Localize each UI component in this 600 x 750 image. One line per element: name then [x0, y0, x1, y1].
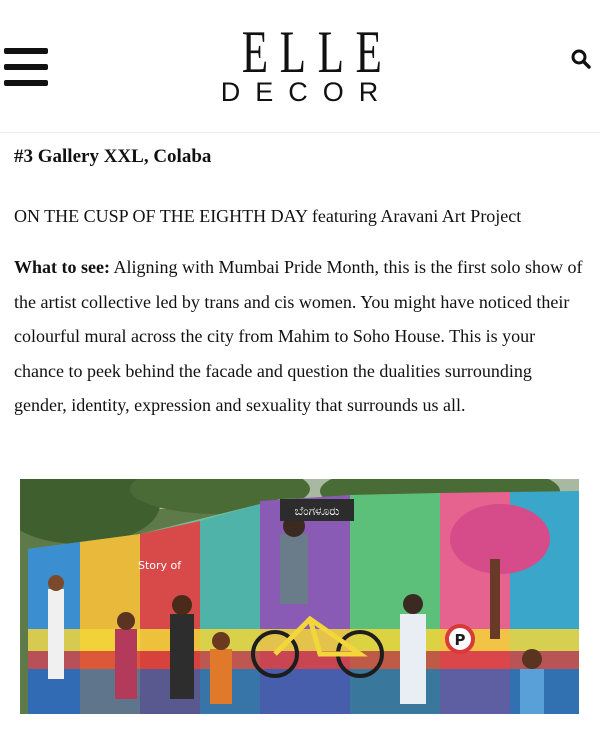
description-text: Aligning with Mumbai Pride Month, this is the first solo show of the artist collective led by trans and cis women. You might have noticed their colourful mural across the city from Mahim to Soho House. This is your chance to peek behind the facade and question the dualities surrounding gender, identity, expression and sexuality that surrounds us all.	[14, 257, 583, 415]
site-header	[0, 0, 600, 133]
mural-parking-sign: P	[454, 631, 466, 649]
venue-heading: #3 Gallery XXL, Colaba	[14, 146, 212, 167]
article-body	[14, 132, 586, 423]
search-icon[interactable]	[570, 48, 592, 70]
logo-decor-text: DECOR	[220, 77, 394, 107]
elle-decor-logo[interactable]	[200, 19, 400, 107]
hamburger-menu-icon[interactable]	[4, 48, 48, 86]
mural-illustration	[20, 479, 579, 714]
mural-image	[20, 479, 579, 714]
show-title: ON THE CUSP OF THE EIGHTH DAY featuring Aravani Art Project	[14, 206, 522, 226]
menu-bar	[4, 48, 48, 54]
mural-painted-kannada: ಬೆಂಗಳೂರು	[294, 504, 340, 518]
logo-elle-text: ELLE	[241, 19, 394, 85]
show-description	[14, 250, 586, 423]
menu-bar	[4, 80, 48, 86]
menu-bar	[4, 64, 48, 70]
mural-painted-story: Story of	[138, 559, 182, 572]
description-label: What to see:	[14, 257, 110, 277]
